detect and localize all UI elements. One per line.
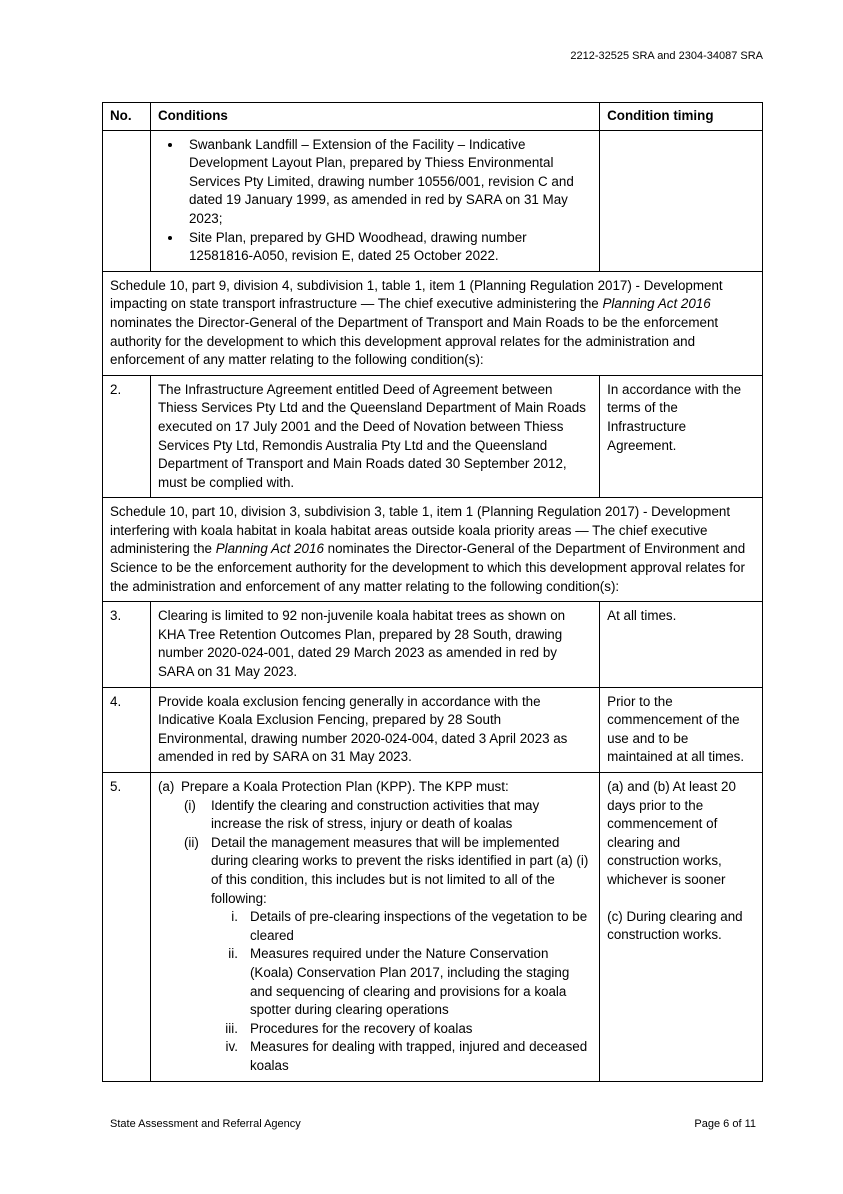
sub-item-i	[158, 797, 592, 834]
list-item: • Swanbank Landfill – Extension of the Facility – Indicative Development Layout Plan, prepared by Thiess Environmental Services Pty Limited, drawing number 10556/001, revision C and dated 19 January 1999, as amended in red by SARA on 31 May 2023;	[183, 136, 592, 229]
condition-timing: Prior to the commencement of the use and to be maintained at all times.	[600, 687, 763, 772]
table-header-row	[103, 103, 763, 131]
schedule-text	[103, 271, 763, 375]
condition-text	[150, 773, 599, 1082]
schedule-row	[103, 271, 763, 375]
conditions-table	[102, 102, 763, 1082]
page-number: Page 6 of 11	[694, 1118, 756, 1130]
roman-item	[158, 1038, 592, 1075]
cell-timing-empty	[600, 130, 763, 271]
roman-text: Details of pre-clearing inspections of the vegetation to be cleared	[249, 909, 588, 943]
header-timing: Condition timing	[600, 103, 763, 131]
roman-text: Procedures for the recovery of koalas	[249, 1020, 473, 1036]
schedule-text-part: nominates the Director-General of the Department of Environment and Science to be the enforcement authority for the development to which this development approval relates for the administration and enforcement of any matter relating to the following condition(s):	[110, 541, 746, 594]
sub-text: Identify the clearing and construction activities that may increase the risk of stress, injury or death of koalas	[210, 797, 540, 832]
sub-item-ii	[158, 834, 592, 908]
roman-item	[158, 908, 592, 945]
plan-bullet-list	[158, 136, 592, 266]
schedule-text-part: Schedule 10, part 10, division 3, subdivision 3, table 1, item 1 (Planning Regulation 2017) - Development interfering with koala habitat in koala habitat areas outside koala priority areas — The chief executive administering the	[110, 504, 731, 557]
roman-text: Measures for dealing with trapped, injured and deceased koalas	[249, 1039, 588, 1073]
condition-number: 4.	[103, 687, 151, 772]
schedule-text-part: Schedule 10, part 9, division 4, subdivision 1, table 1, item 1 (Planning Regulation 2017) - Development impacting on state transport infrastructure — The chief executive administering the	[110, 277, 723, 312]
sub-text: Prepare a Koala Protection Plan (KPP). The KPP must:	[180, 779, 509, 794]
condition-timing: At all times.	[600, 602, 763, 687]
condition-text: Provide koala exclusion fencing generally in accordance with the Indicative Koala Exclusion Fencing, prepared by 28 South Environmental, drawing number 2020-024-004, dated 3 April 2023 as amended in red by SARA on 31 May 2023.	[150, 687, 599, 772]
condition-timing	[600, 773, 763, 1082]
footer-agency: State Assessment and Referral Agency	[110, 1118, 301, 1130]
roman-marker: iv.	[225, 1039, 238, 1055]
act-name: Planning Act 2016	[602, 296, 711, 312]
roman-marker: i.	[231, 909, 238, 925]
spacer	[607, 890, 755, 908]
table-row	[103, 773, 763, 1082]
schedule-row	[103, 498, 763, 602]
header-no: No.	[103, 103, 151, 131]
condition-text: The Infrastructure Agreement entitled Deed of Agreement between Thiess Services Pty Ltd and the Queensland Department of Main Roads executed on 17 July 2001 and the Deed of Novation between Thiess Services Pty Ltd, Remondis Australia Pty Ltd and the Queensland Department of Transport and Main Roads dated 30 September 2012, must be complied with.	[150, 375, 599, 498]
table-row	[103, 602, 763, 687]
condition-text: Clearing is limited to 92 non-juvenile koala habitat trees as shown on KHA Tree Retention Outcomes Plan, prepared by 28 South, drawing number 2020-024-001, dated 29 March 2023 as amended in red by SARA on 31 May 2023.	[150, 602, 599, 687]
table-row	[103, 130, 763, 271]
roman-marker: iii.	[225, 1020, 238, 1036]
condition-number: 2.	[103, 375, 151, 498]
document-reference: 2212-32525 SRA and 2304-34087 SRA	[570, 50, 763, 62]
condition-number: 5.	[103, 773, 151, 1082]
schedule-text	[103, 498, 763, 602]
roman-text: Measures required under the Nature Conservation (Koala) Conservation Plan 2017, including the staging and sequencing of clearing and provisions for a koala spotter during clearing operations	[249, 946, 570, 1018]
timing-ab: (a) and (b) At least 20 days prior to the commencement of clearing and construction works, whichever is sooner	[607, 779, 736, 887]
roman-marker: ii.	[228, 946, 238, 962]
roman-item	[158, 945, 592, 1019]
roman-item	[158, 1020, 592, 1039]
table-row	[103, 375, 763, 498]
header-conditions: Conditions	[150, 103, 599, 131]
list-item: • Site Plan, prepared by GHD Woodhead, drawing number 12581816-A050, revision E, dated 25 October 2022.	[183, 229, 592, 266]
table-row	[103, 687, 763, 772]
sub-marker: (a)	[157, 779, 175, 794]
bullet-list-cell	[150, 130, 599, 271]
act-name: Planning Act 2016	[215, 541, 324, 557]
schedule-text-part: nominates the Director-General of the Department of Transport and Main Roads to be the enforcement authority for the development to which this development approval relates for the administration and enforcement of any matter relating to the following condition(s):	[110, 314, 719, 368]
condition-number: 3.	[103, 602, 151, 687]
condition-timing: In accordance with the terms of the Infrastructure Agreement.	[600, 375, 763, 498]
sub-text: Detail the management measures that will be implemented during clearing works to prevent the risks identified in part (a) (i) of this condition, this includes but is not limited to all of the following:	[210, 834, 589, 906]
sub-marker: (i)	[183, 797, 196, 813]
sub-item-a	[158, 778, 592, 797]
timing-c: (c) During clearing and construction works.	[607, 908, 743, 943]
sub-marker: (ii)	[183, 834, 199, 850]
cell-no-empty	[103, 130, 151, 271]
